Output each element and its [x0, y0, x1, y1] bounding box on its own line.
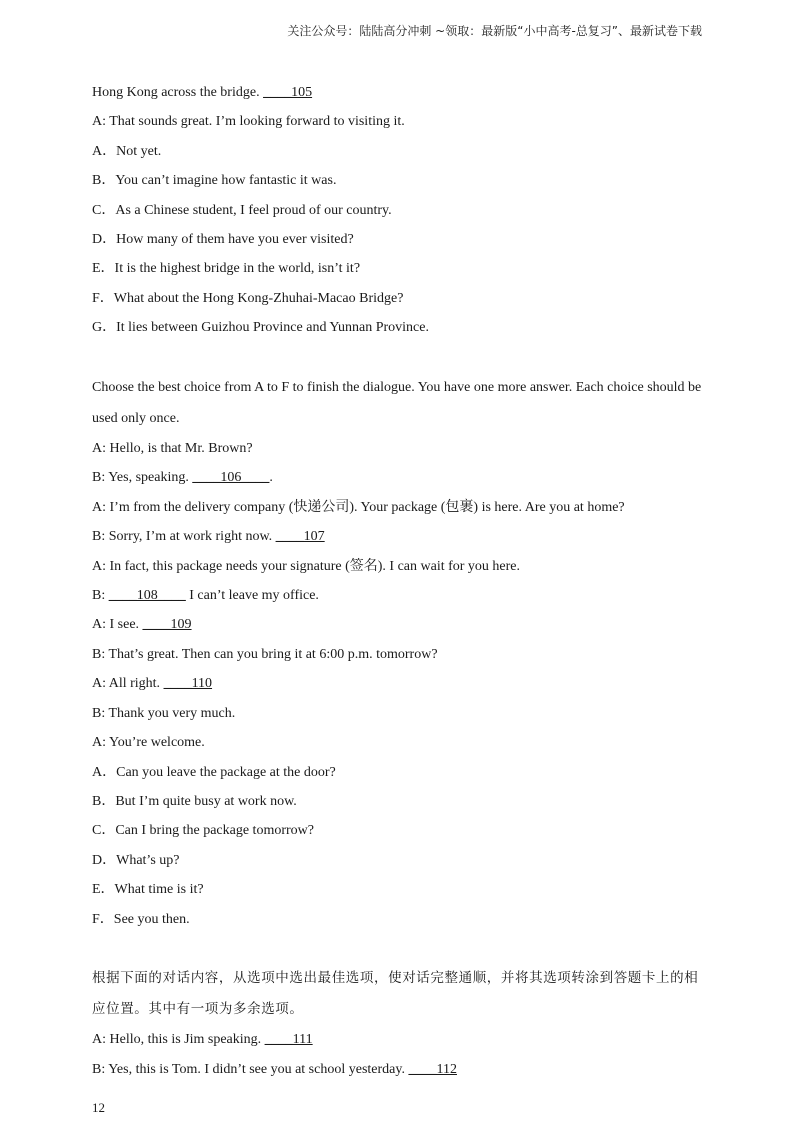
section-gap: [92, 343, 712, 372]
answer-blank-112: ____112: [408, 1061, 457, 1077]
dialogue-line: A: That sounds great. I’m looking forward to visiting it.: [92, 114, 405, 130]
dialogue-line: A: Hello, this is Jim speaking. ____111: [92, 1032, 313, 1048]
answer-blank-107: ____107: [275, 529, 325, 545]
dialogue-line: A: Hello, is that Mr. Brown?: [92, 441, 253, 457]
option-item: C．As a Chinese student, I feel proud of our country.: [92, 202, 392, 218]
option-item: F．What about the Hong Kong-Zhuhai-Macao Bridge?: [92, 290, 404, 306]
option-item: A．Can you leave the package at the door?: [92, 764, 336, 780]
option-item: D．What’s up?: [92, 852, 180, 868]
option-item: F．See you then.: [92, 911, 190, 927]
answer-blank-111: ____111: [264, 1032, 313, 1048]
dialogue-line: B: Yes, this is Tom. I didn’t see you at school yesterday. ____112: [92, 1061, 457, 1077]
dialogue-line: Hong Kong across the bridge. ____105: [92, 85, 313, 100]
option-item: B．You can’t imagine how fantastic it was.: [92, 173, 337, 189]
dialogue-line: A: In fact, this package needs your signature (签名). I can wait for you here.: [92, 558, 521, 574]
section-3: [92, 963, 712, 1084]
dialogue-line: B: Sorry, I’m at work right now. ____107: [92, 529, 325, 545]
option-item: B．But I’m quite busy at work now.: [92, 793, 297, 809]
option-item: D．How many of them have you ever visited?: [92, 232, 354, 248]
option-item: A．Not yet.: [92, 143, 162, 159]
section-instruction: 根据下面的对话内容，从选项中选出最佳选项，使对话完整通顺，并将其选项转涂到答题卡上的相应位置。其中有一项为多余选项。: [92, 970, 699, 1018]
option-item: G．It lies between Guizhou Province and Yunnan Province.: [92, 320, 429, 336]
document-body: [92, 78, 712, 1084]
answer-blank-109: ____109: [142, 617, 192, 633]
option-item: E．What time is it?: [92, 882, 204, 898]
dialogue-line: A: I’m from the delivery company (快递公司). Your package (包裹) is here. Are you at home?: [92, 499, 625, 515]
dialogue-line: B: Yes, speaking. ____106____.: [92, 470, 273, 486]
section-instruction: Choose the best choice from A to F to finish the dialogue. You have one more answer. Each choice should be used only once.: [92, 380, 702, 427]
section-2: [92, 372, 712, 934]
option-item: C．Can I bring the package tomorrow?: [92, 823, 314, 839]
answer-blank-105: ____105: [263, 85, 313, 100]
page-header-banner: 关注公众号：陆陆高分冲刺 ~领取：最新版“小中高考-总复习”、最新试卷下载: [287, 24, 702, 38]
dialogue-line: B: ____108____ I can’t leave my office.: [92, 588, 319, 604]
dialogue-line: B: That’s great. Then can you bring it at 6:00 p.m. tomorrow?: [92, 646, 438, 662]
dialogue-line: A: All right. ____110: [92, 676, 213, 692]
option-item: E．It is the highest bridge in the world, isn’t it?: [92, 261, 361, 277]
answer-blank-110: ____110: [163, 676, 213, 692]
page-number: 12: [92, 1100, 105, 1115]
section-gap: [92, 934, 712, 963]
section-1: [92, 78, 712, 343]
dialogue-line: A: You’re welcome.: [92, 735, 205, 751]
dialogue-line: A: I see. ____109: [92, 617, 192, 633]
answer-blank-108: ____108____: [108, 588, 186, 604]
answer-blank-106: ____106____: [192, 470, 270, 486]
dialogue-line: B: Thank you very much.: [92, 705, 236, 721]
